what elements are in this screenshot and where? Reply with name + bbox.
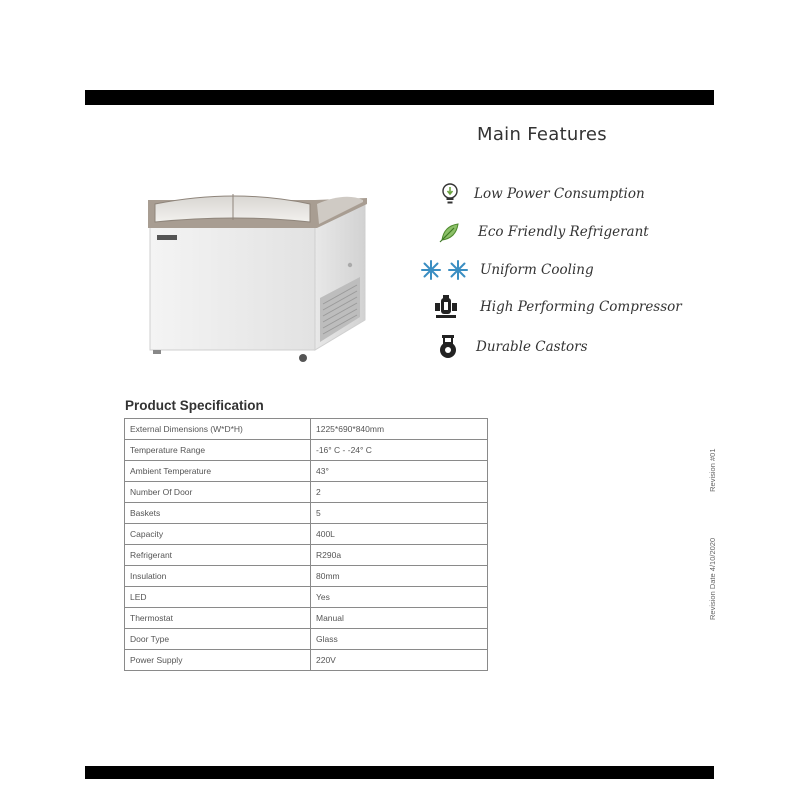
spec-key: Capacity xyxy=(125,524,311,545)
bottom-rule xyxy=(85,766,714,779)
table-row xyxy=(125,419,488,440)
spec-value: 2 xyxy=(311,482,488,503)
spec-value: Glass xyxy=(311,629,488,650)
spec-value: 43° xyxy=(311,461,488,482)
table-row xyxy=(125,461,488,482)
spec-value: 1225*690*840mm xyxy=(311,419,488,440)
revision-date: Revision Date 4/10/2020 xyxy=(708,537,717,620)
compressor-icon xyxy=(430,293,462,321)
spec-key: Temperature Range xyxy=(125,440,311,461)
table-row xyxy=(125,545,488,566)
spec-value: 80mm xyxy=(311,566,488,587)
spec-key: LED xyxy=(125,587,311,608)
product-spec-title: Product Specification xyxy=(125,398,264,413)
lightbulb-icon xyxy=(434,180,466,208)
main-features-title: Main Features xyxy=(477,124,607,145)
spec-value: -16° C - -24° C xyxy=(311,440,488,461)
feature-low-power xyxy=(434,180,645,208)
chest-freezer-image xyxy=(145,180,370,365)
table-row xyxy=(125,587,488,608)
feature-castors xyxy=(432,333,588,361)
spec-key: Thermostat xyxy=(125,608,311,629)
spec-value: Yes xyxy=(311,587,488,608)
feature-label: Uniform Cooling xyxy=(480,262,594,278)
spec-key: Ambient Temperature xyxy=(125,461,311,482)
table-row xyxy=(125,629,488,650)
table-row xyxy=(125,524,488,545)
feature-label: Low Power Consumption xyxy=(474,186,645,202)
spec-value: Manual xyxy=(311,608,488,629)
table-row xyxy=(125,482,488,503)
spec-value: 220V xyxy=(311,650,488,671)
table-row xyxy=(125,608,488,629)
spec-key: Door Type xyxy=(125,629,311,650)
spec-value: 400L xyxy=(311,524,488,545)
feature-compressor xyxy=(430,293,682,321)
spec-value: 5 xyxy=(311,503,488,524)
feature-eco-refrigerant xyxy=(434,218,649,246)
revision-number: Revision #01 xyxy=(708,448,717,492)
feature-label: High Performing Compressor xyxy=(480,299,682,315)
spec-key: Baskets xyxy=(125,503,311,524)
top-rule xyxy=(85,90,714,105)
feature-label: Eco Friendly Refrigerant xyxy=(478,224,649,240)
table-row xyxy=(125,566,488,587)
leaf-icon xyxy=(434,218,466,246)
revision-info xyxy=(708,449,717,621)
spec-key: Refrigerant xyxy=(125,545,311,566)
spec-key: External Dimensions (W*D*H) xyxy=(125,419,311,440)
feature-label: Durable Castors xyxy=(476,339,588,355)
spec-key: Number Of Door xyxy=(125,482,311,503)
snowflake-icon xyxy=(418,256,474,284)
feature-uniform-cooling xyxy=(418,256,594,284)
castor-wheel-icon xyxy=(432,333,464,361)
table-row xyxy=(125,650,488,671)
table-row xyxy=(125,503,488,524)
spec-key: Insulation xyxy=(125,566,311,587)
spec-value: R290a xyxy=(311,545,488,566)
table-row xyxy=(125,440,488,461)
spec-table xyxy=(124,418,488,671)
spec-key: Power Supply xyxy=(125,650,311,671)
